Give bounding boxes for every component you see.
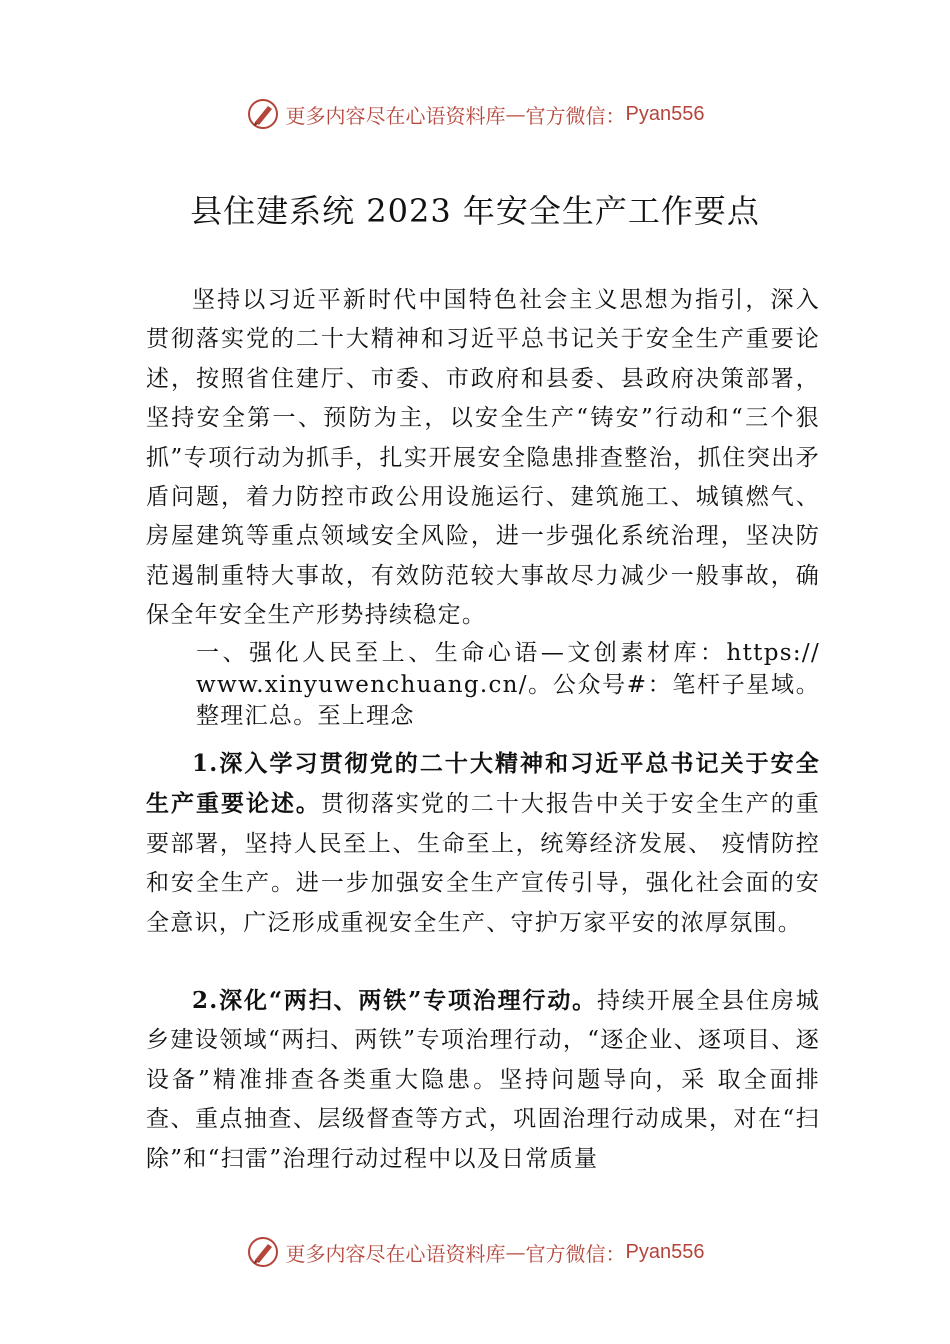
- item2-body: 持续开展全县住房城乡建设领域“两扫、两铁”专项治理行动，“逐企业、逐项目、逐设备”精准排查各类重大隐患。坚持问题导向，采 取全面排查、重点抽查、层级督查等方式，巩固治理行动成果，对在“扫除”和“扫雷”治理行动过程中以及日常质量: [146, 988, 820, 1172]
- pen-logo-icon: [246, 97, 280, 131]
- banner-dash: —: [505, 102, 526, 126]
- item2-heading: 2.深化“两扫、两铁”专项治理行动。: [192, 987, 597, 1014]
- item1-paragraph: [146, 744, 820, 943]
- document-title: 县住建系统 2023 年安全生产工作要点: [190, 192, 760, 230]
- banner-text: 更多内容尽在心语资料库: [285, 1241, 506, 1266]
- banner-dash: —: [505, 1240, 526, 1264]
- pen-logo-icon: [246, 1235, 280, 1269]
- banner-text: 更多内容尽在心语资料库: [285, 103, 506, 128]
- item1-body: 贯彻落实党的二十大报告中关于安全生产的重要部署，坚持人民至上、生命至上，统筹经济发展、 疫情防控和安全生产。进一步加强安全生产宣传引导，强化社会面的安全意识，广泛形成重视安全生产、守护万家平安的浓厚氛围。: [146, 791, 820, 936]
- banner-wechat-label: 官方微信：: [525, 1241, 626, 1266]
- banner-wechat-label: 官方微信：: [525, 103, 626, 128]
- banner-wechat-id: Pyan556: [625, 102, 705, 125]
- section1-heading: 一、强化人民至上、生命心语—文创素材库：https:// www.xinyuwenchuang.cn/。公众号#：笔杆子星域。整理汇总。至上理念: [196, 640, 820, 729]
- footer-watermark-banner: [0, 1232, 950, 1272]
- item1-heading: 1.深入学习贯彻党的二十大精神和习近平总书记关于安全生产重要论述。: [146, 750, 820, 818]
- item2-paragraph: [146, 981, 820, 1179]
- banner-wechat-id: Pyan556: [625, 1240, 705, 1263]
- header-watermark-banner: [0, 94, 950, 134]
- intro-paragraph: 坚持以习近平新时代中国特色社会主义思想为指引，深入贯彻落实党的二十大精神和习近平总书记关于安全生产重要论述，按照省住建厅、市委、市政府和县委、县政府决策部署，坚持安全第一、预防为主，以安全生产“铸安”行动和“三个狠抓”专项行动为抓手，扎实开展安全隐患排查整治，抓住突出矛盾问题，着力防控市政公用设施运行、建筑施工、城镇燃气、房屋建筑等重点领域安全风险，进一步强化系统治理，坚决防范遏制重特大事故，有效防范较大事故尽力减少一般事故，确保全年安全生产形势持续稳定。: [146, 287, 820, 629]
